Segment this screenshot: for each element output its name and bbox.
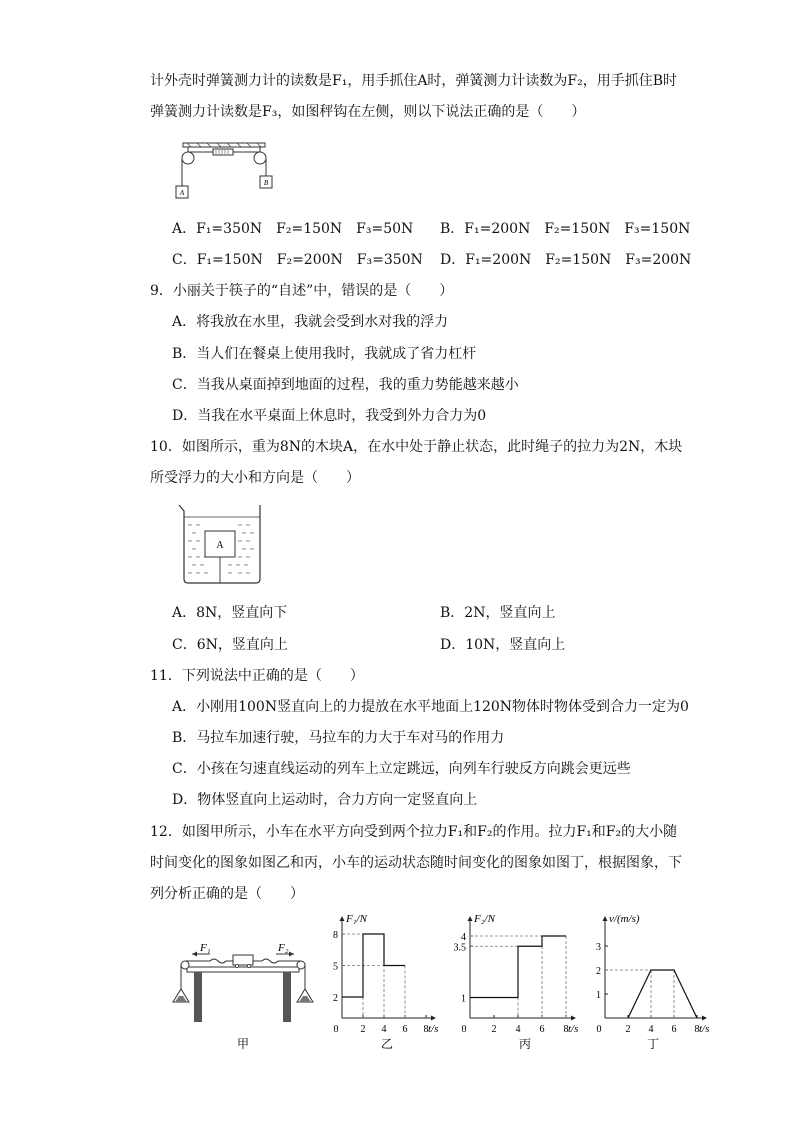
y-axis-label: v/(m/s) xyxy=(609,913,640,925)
q8-option-c[interactable]: C．F₁=150N F₂=200N F₃=350N xyxy=(172,252,423,268)
x-tick-label: 8 xyxy=(423,1024,429,1035)
chart-v-vs-t xyxy=(583,910,718,1055)
f2-label: F₂ xyxy=(278,942,289,954)
y-axis-label: F₁/N xyxy=(346,913,367,925)
q9-stem: 9．小丽关于筷子的“自述”中，错误的是（ ） xyxy=(150,283,454,299)
data-line xyxy=(470,936,566,998)
q11-option-d[interactable]: D．物体竖直向上运动时，合力方向一定竖直向上 xyxy=(172,792,478,808)
x-tick-label: 2 xyxy=(491,1024,497,1035)
q8-stem-line1: 计外壳时弹簧测力计的读数是F₁，用手抓住A时，弹簧测力计读数为F₂，用手抓住B时 xyxy=(150,73,678,89)
q12-stem-line2: 时间变化的图象如图乙和丙，小车的运动状态随时间变化的图象如图丁，根据图象，下 xyxy=(150,855,682,871)
x-tick-label: 6 xyxy=(539,1024,545,1035)
q12-stem-line1: 12．如图甲所示，小车在水平方向受到两个拉力F₁和F₂的作用。拉力F₁和F₂的大小随 xyxy=(150,824,678,840)
q10-option-d[interactable]: D．10N，竖直向上 xyxy=(440,637,566,653)
x-axis-label: t/s xyxy=(568,1023,579,1035)
q11-option-b[interactable]: B．马拉车加速行驶，马拉车的力大于车对马的作用力 xyxy=(172,730,505,746)
chart-caption: 乙 xyxy=(380,1037,394,1051)
q9-option-c[interactable]: C．当我从桌面掉到地面的过程，我的重力势能越来越小 xyxy=(172,377,519,393)
y-tick-label: 1 xyxy=(461,993,466,1005)
q10-stem-line2: 所受浮力的大小和方向是（ ） xyxy=(150,470,360,486)
q10-option-c[interactable]: C．6N，竖直向上 xyxy=(172,637,288,653)
y-axis-arrow xyxy=(340,916,345,921)
y-tick-label: 4 xyxy=(461,932,466,943)
x-tick-label: 2 xyxy=(625,1024,631,1035)
y-tick-label: 5 xyxy=(333,961,338,973)
chart-f1-vs-t xyxy=(322,910,447,1055)
y-axis-arrow xyxy=(603,916,608,921)
q9-option-d[interactable]: D．当我在水平桌面上休息时，我受到外力合力为0 xyxy=(172,408,487,424)
beaker-figure xyxy=(176,503,266,587)
x-tick-label: 4 xyxy=(515,1024,521,1035)
x-tick-label: 0 xyxy=(596,1024,602,1035)
q10-option-b[interactable]: B．2N，竖直向上 xyxy=(440,605,556,621)
block-a-label: A xyxy=(216,540,224,551)
x-tick-label: 8 xyxy=(694,1024,700,1035)
q10-stem-line1: 10．如图所示，重为8N的木块A，在水中处于静止状态，此时绳子的拉力为2N，木块 xyxy=(150,439,683,455)
chart-caption: 丁 xyxy=(646,1037,660,1051)
x-tick-label: 8 xyxy=(563,1024,569,1035)
q9-option-a[interactable]: A．将我放在水里，我就会受到水对我的浮力 xyxy=(172,314,449,330)
weight-a-label: A xyxy=(179,189,185,197)
data-line xyxy=(628,970,697,1018)
y-tick-label: 8 xyxy=(333,930,338,941)
y-axis-label: F₂/N xyxy=(474,913,495,925)
x-tick-label: 2 xyxy=(360,1024,366,1035)
fig-jia-caption: 甲 xyxy=(236,1037,250,1051)
q8-stem-line2: 弹簧测力计读数是F₃，如图秤钩在左侧，则以下说法正确的是（ ） xyxy=(150,104,586,120)
chart-f2-vs-t xyxy=(450,910,580,1055)
weight-b-label: B xyxy=(263,179,269,187)
y-tick-label: 2 xyxy=(596,966,601,977)
q8-option-a[interactable]: A．F₁=350N F₂=150N F₃=50N xyxy=(172,221,414,237)
y-tick-label: 2 xyxy=(333,993,338,1004)
q9-option-b[interactable]: B．当人们在餐桌上使用我时，我就成了省力杠杆 xyxy=(172,346,477,362)
x-axis-arrow xyxy=(702,1016,707,1021)
chart-caption: 丙 xyxy=(518,1037,532,1051)
spring-scale-figure xyxy=(175,140,275,200)
x-tick-label: 4 xyxy=(381,1024,387,1035)
cart-table-figure xyxy=(170,935,320,1055)
x-axis-label: t/s xyxy=(699,1023,710,1035)
y-axis-arrow xyxy=(468,916,473,921)
x-axis-label: t/s xyxy=(428,1023,439,1035)
x-axis-arrow xyxy=(571,1016,576,1021)
x-tick-label: 0 xyxy=(461,1024,467,1035)
x-tick-label: 6 xyxy=(671,1024,677,1035)
f1-label: F₁ xyxy=(200,942,211,954)
x-tick-label: 6 xyxy=(402,1024,408,1035)
q11-stem: 11．下列说法中正确的是（ ） xyxy=(150,668,364,684)
q12-stem-line3: 列分析正确的是（ ） xyxy=(150,886,304,902)
q11-option-c[interactable]: C．小孩在匀速直线运动的列车上立定跳远，向列车行驶反方向跳会更远些 xyxy=(172,761,631,777)
y-tick-label: 3.5 xyxy=(453,942,466,954)
x-axis-arrow xyxy=(431,1016,436,1021)
q11-option-a[interactable]: A．小刚用100N竖直向上的力提放在水平地面上120N物体时物体受到合力一定为0 xyxy=(172,699,689,715)
q8-option-d[interactable]: D．F₁=200N F₂=150N F₃=200N xyxy=(440,252,692,268)
x-tick-label: 0 xyxy=(333,1024,339,1035)
y-tick-label: 3 xyxy=(596,942,601,953)
q8-option-b[interactable]: B．F₁=200N F₂=150N F₃=150N xyxy=(440,221,691,237)
x-tick-label: 4 xyxy=(648,1024,654,1035)
y-tick-label: 1 xyxy=(596,990,601,1001)
q10-option-a[interactable]: A．8N，竖直向下 xyxy=(172,605,288,621)
